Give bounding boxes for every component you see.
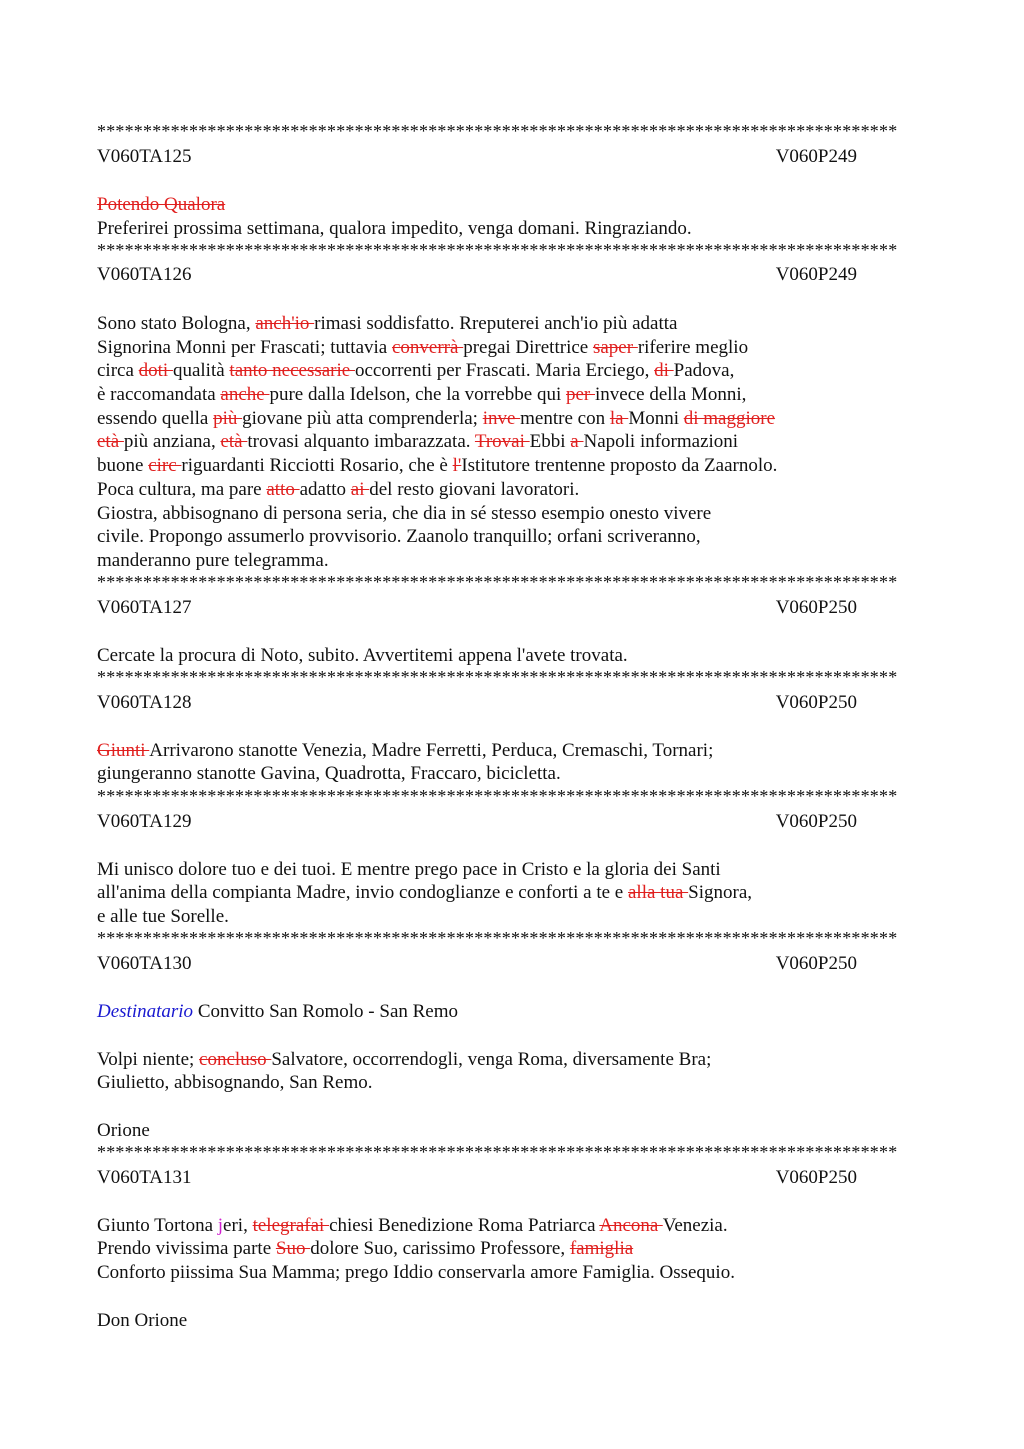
deleted-text: doti xyxy=(138,360,173,381)
text-line xyxy=(97,858,721,882)
deleted-text: di maggiore xyxy=(683,408,776,429)
entry-page: V060P250 xyxy=(775,692,857,713)
text-segment: essendo quella xyxy=(97,408,214,429)
deleted-text: Suo xyxy=(275,1238,311,1259)
separator-line: *************************************************************************************** xyxy=(97,121,898,141)
deleted-text: per xyxy=(565,384,595,405)
deleted-text: saper xyxy=(592,337,638,358)
text-line xyxy=(97,1309,187,1333)
text-segment: Cercate la procura di Noto, subito. Avvertitemi appena l'avete trovata. xyxy=(97,645,628,666)
text-segment: Don Orione xyxy=(97,1310,188,1331)
text-line xyxy=(97,1071,372,1095)
text-segment: Napoli informazioni xyxy=(583,431,739,452)
text-segment: adatto xyxy=(299,479,351,500)
deleted-text: telegrafai xyxy=(252,1215,330,1236)
deleted-text: la xyxy=(609,408,629,429)
text-segment: buone xyxy=(97,455,149,476)
text-line xyxy=(97,312,677,336)
inserted-text: j xyxy=(217,1215,224,1236)
text-segment: Venezia. xyxy=(662,1215,728,1236)
entry-code: V060TA128 xyxy=(97,692,192,713)
text-segment: Padova, xyxy=(673,360,735,381)
separator-line: *************************************************************************************** xyxy=(97,1142,898,1162)
deleted-text: età xyxy=(220,431,248,452)
deleted-text: età xyxy=(97,431,124,452)
text-segment: Prendo vivissima parte xyxy=(97,1238,276,1259)
deleted-text: Giunti xyxy=(97,740,150,761)
text-segment: pregai Direttrice xyxy=(463,337,593,358)
entry-header xyxy=(97,1166,857,1190)
entry-code: V060TA131 xyxy=(97,1167,192,1188)
text-segment: Monni xyxy=(628,408,684,429)
separator-line: *************************************************************************************** xyxy=(97,667,898,687)
separator-line: *************************************************************************************** xyxy=(97,240,898,260)
separator-line: *************************************************************************************** xyxy=(97,928,898,948)
text-segment: dolore Suo, carissimo Professore, xyxy=(310,1238,570,1259)
entry-page: V060P250 xyxy=(775,597,857,618)
text-segment: Istitutore trentenne proposto da Zaarnolo. xyxy=(461,455,778,476)
entry-header xyxy=(97,952,857,976)
deleted-text: anche xyxy=(220,384,270,405)
text-segment: del resto giovani lavoratori. xyxy=(369,479,580,500)
entry-header xyxy=(97,810,857,834)
text-segment: Giostra, abbisognano di persona seria, che dia in sé stesso esempio onesto vivere xyxy=(97,503,712,524)
text-segment: giungeranno stanotte Gavina, Quadrotta, Fraccaro, bicicletta. xyxy=(97,763,561,784)
text-segment: occorrenti per Frascati. Maria Erciego, xyxy=(354,360,655,381)
entry-page: V060P249 xyxy=(775,146,857,167)
text-segment: Signora, xyxy=(688,882,752,903)
text-line xyxy=(97,407,775,431)
text-segment: Conforto piissima Sua Mamma; prego Iddio conservarla amore Famiglia. Ossequio. xyxy=(97,1262,735,1283)
text-line xyxy=(97,336,748,360)
text-segment: rimasi soddisfatto. Rreputerei anch'io più adatta xyxy=(314,313,678,334)
text-segment: è raccomandata xyxy=(97,384,221,405)
recipient-label: Destinatario xyxy=(97,1001,194,1022)
deleted-text: Ancona xyxy=(599,1215,663,1236)
text-segment: Salvatore, occorrendogli, venga Roma, diversamente Bra; xyxy=(271,1049,712,1070)
deleted-text: inve xyxy=(482,408,521,429)
deleted-text: alla tua xyxy=(628,882,689,903)
entry-code: V060TA127 xyxy=(97,597,192,618)
separator-line: *************************************************************************************** xyxy=(97,572,898,592)
text-segment: qualità xyxy=(172,360,230,381)
text-segment: Convitto San Romolo - San Remo xyxy=(193,1001,459,1022)
deleted-text: anch'io xyxy=(255,313,315,334)
text-line xyxy=(97,454,777,478)
text-segment: riferire meglio xyxy=(637,337,749,358)
text-segment: Volpi niente; xyxy=(97,1049,200,1070)
text-line xyxy=(97,1214,728,1238)
deleted-text: Trovai xyxy=(474,431,530,452)
entry-code: V060TA126 xyxy=(97,264,192,285)
separator-line: *************************************************************************************** xyxy=(97,786,898,806)
text-segment: chiesi Benedizione Roma Patriarca xyxy=(329,1215,600,1236)
text-line xyxy=(97,359,734,383)
deleted-text: a xyxy=(570,431,584,452)
text-segment: e alle tue Sorelle. xyxy=(97,906,229,927)
text-line xyxy=(97,1000,458,1024)
deleted-text: converrà xyxy=(391,337,464,358)
text-line xyxy=(97,1048,711,1072)
entry-header xyxy=(97,596,857,620)
text-segment: riguardanti Ricciotti Rosario, che è xyxy=(181,455,453,476)
text-segment: Sono stato Bologna, xyxy=(97,313,256,334)
text-line xyxy=(97,1237,633,1261)
text-segment: circa xyxy=(97,360,139,381)
text-segment: Preferirei prossima settimana, qualora impedito, venga domani. Ringraziando. xyxy=(97,218,692,239)
text-segment: Signorina Monni per Frascati; tuttavia xyxy=(97,337,392,358)
text-segment: invece della Monni, xyxy=(595,384,747,405)
entry-header xyxy=(97,263,857,287)
text-segment: eri, xyxy=(223,1215,253,1236)
deleted-text: concluso xyxy=(199,1049,272,1070)
text-segment: Giulietto, abbisognando, San Remo. xyxy=(97,1072,373,1093)
entry-header xyxy=(97,145,857,169)
deleted-text: atto xyxy=(266,479,300,500)
deleted-text: famiglia xyxy=(569,1238,634,1259)
text-line xyxy=(97,739,713,763)
deleted-text: ai xyxy=(350,479,370,500)
text-segment: mentre con xyxy=(520,408,610,429)
text-line xyxy=(97,881,752,905)
text-segment: Orione xyxy=(97,1120,150,1141)
text-segment: Arrivarono stanotte Venezia, Madre Ferretti, Perduca, Cremaschi, Tornari; xyxy=(149,740,714,761)
text-line xyxy=(97,430,738,454)
entry-code: V060TA130 xyxy=(97,953,192,974)
text-segment: Giunto Tortona xyxy=(97,1215,218,1236)
deleted-text: tanto necessarie xyxy=(229,360,355,381)
text-line xyxy=(97,762,561,786)
entry-page: V060P250 xyxy=(775,1167,857,1188)
deleted-text: più xyxy=(213,408,243,429)
text-segment: Mi unisco dolore tuo e dei tuoi. E mentre prego pace in Cristo e la gloria dei Santi xyxy=(97,859,721,880)
entry-page: V060P250 xyxy=(775,953,857,974)
text-line xyxy=(97,525,701,549)
deleted-text: circ xyxy=(148,455,182,476)
text-line xyxy=(97,1261,735,1285)
text-segment: Ebbi xyxy=(529,431,571,452)
entry-page: V060P250 xyxy=(775,811,857,832)
deleted-text: di xyxy=(654,360,674,381)
deleted-text: Potendo Qualora xyxy=(97,194,226,215)
text-segment: all'anima della compianta Madre, invio condoglianze e conforti a te e xyxy=(97,882,628,903)
text-line xyxy=(97,502,711,526)
text-line xyxy=(97,383,746,407)
text-segment: più anziana, xyxy=(123,431,221,452)
entry-page: V060P249 xyxy=(775,264,857,285)
entry-code: V060TA129 xyxy=(97,811,192,832)
text-segment: manderanno pure telegramma. xyxy=(97,550,329,571)
deleted-text: l' xyxy=(452,455,462,476)
text-segment: civile. Propongo assumerlo provvisorio. Zaanolo tranquillo; orfani scriveranno, xyxy=(97,526,701,547)
entry-header xyxy=(97,691,857,715)
text-segment: Poca cultura, ma pare xyxy=(97,479,267,500)
text-segment: trovasi alquanto imbarazzata. xyxy=(247,431,475,452)
text-line xyxy=(97,478,579,502)
text-segment: giovane più atta comprenderla; xyxy=(242,408,483,429)
entry-code: V060TA125 xyxy=(97,146,192,167)
text-segment: pure dalla Idelson, che la vorrebbe qui xyxy=(269,384,566,405)
text-line xyxy=(97,193,225,217)
